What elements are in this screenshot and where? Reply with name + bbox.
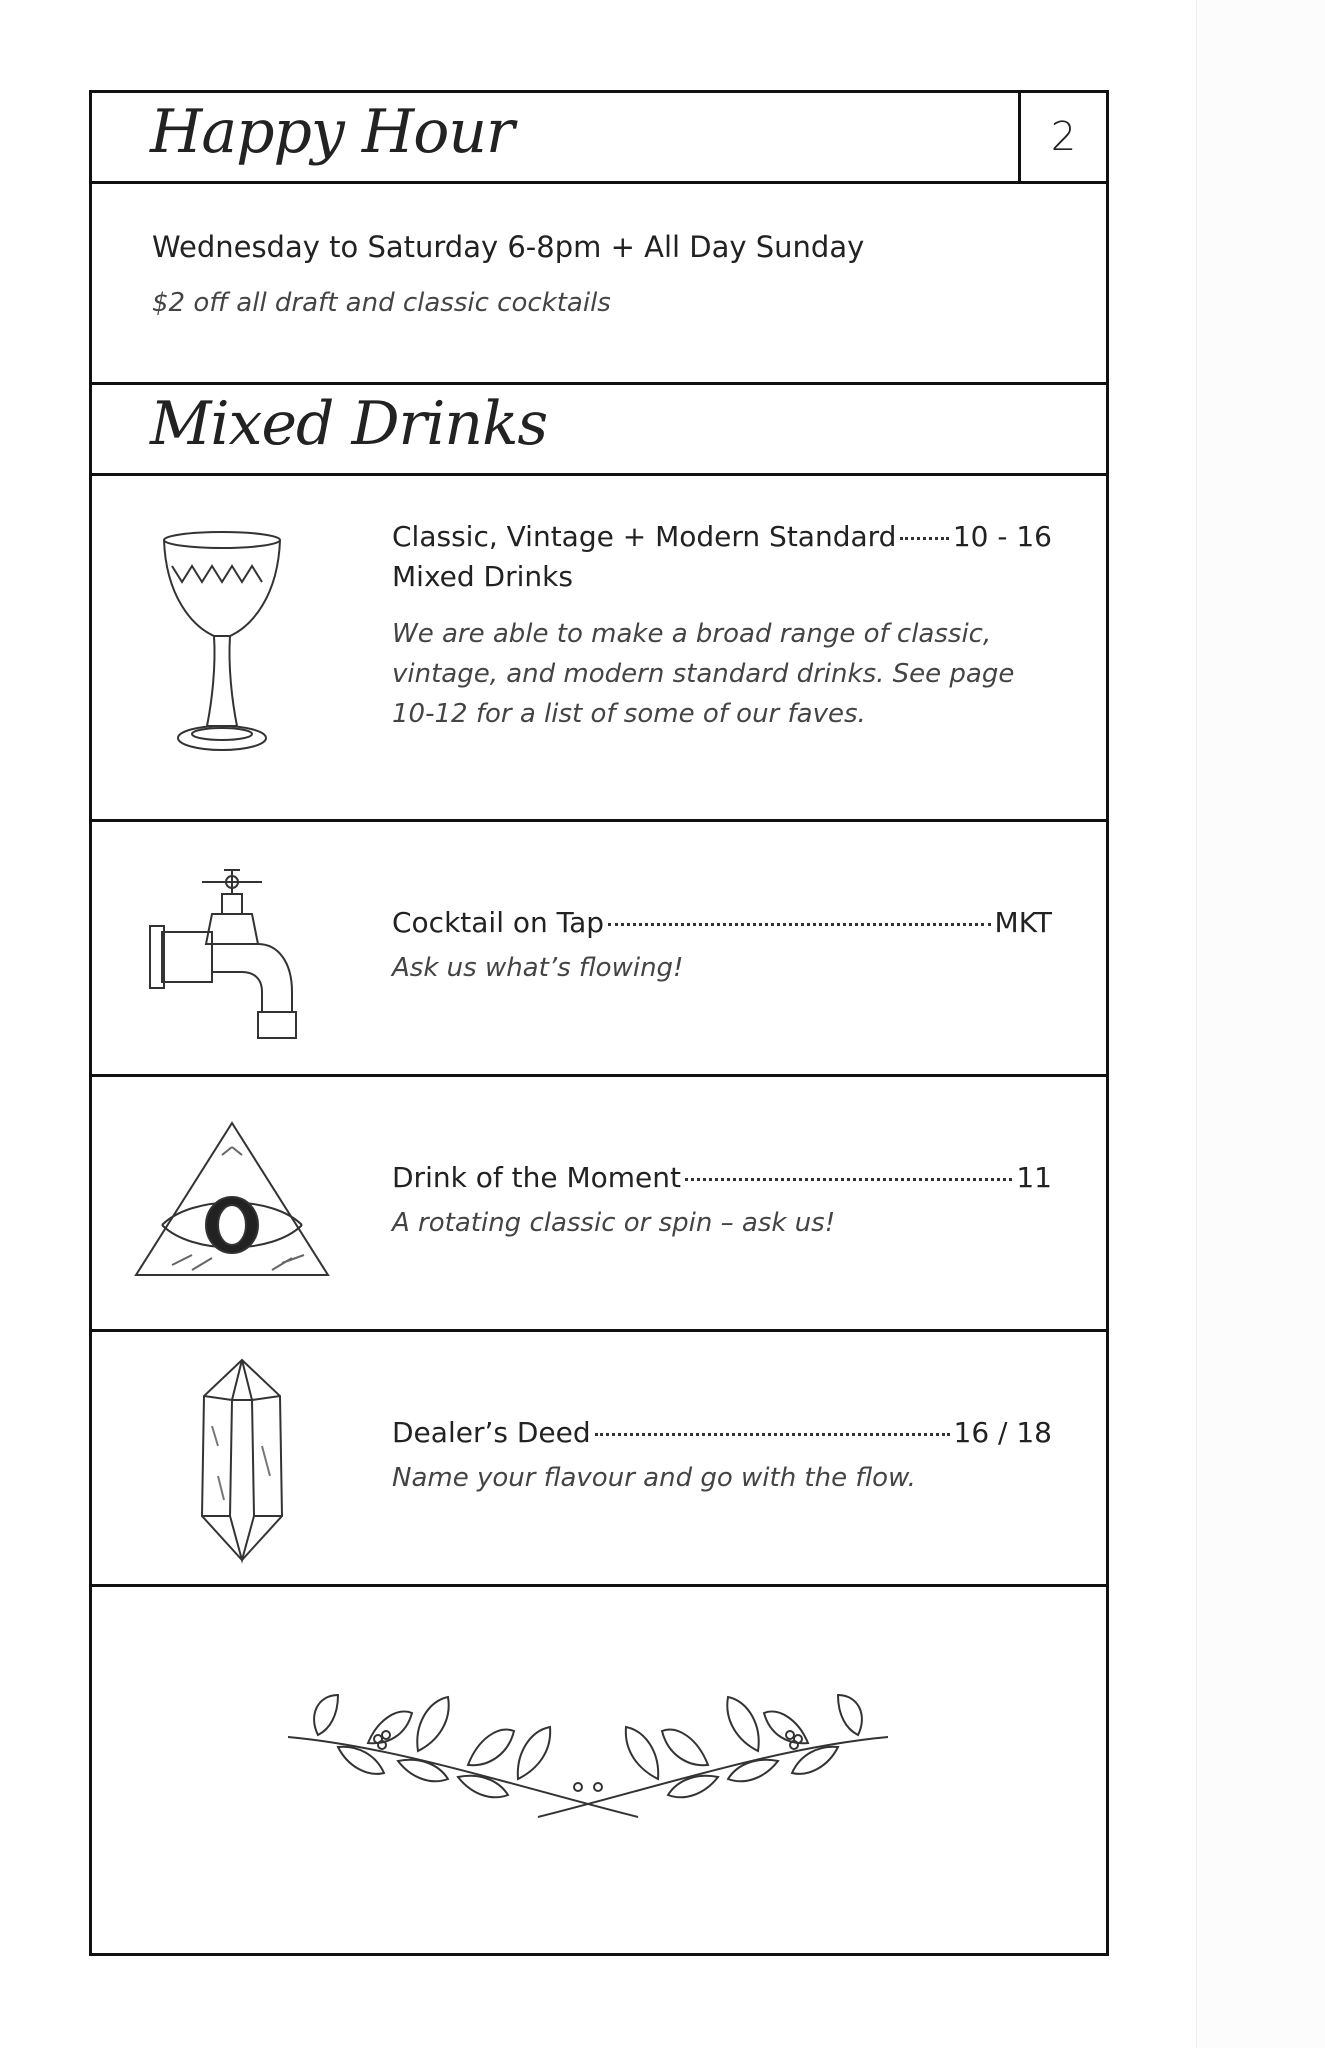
mixed-drinks-header bbox=[92, 385, 1106, 476]
dot-leader bbox=[608, 923, 990, 926]
menu-item bbox=[92, 476, 1106, 822]
menu-item bbox=[92, 1332, 1106, 1587]
decorative-panel bbox=[92, 1587, 1106, 1953]
happy-hour-schedule: Wednesday to Saturday 6-8pm + All Day Sunday bbox=[152, 230, 865, 264]
item-name: Classic, Vintage + Modern Standard bbox=[392, 520, 897, 553]
happy-hour-details bbox=[92, 184, 1106, 385]
item-price: MKT bbox=[994, 906, 1052, 939]
item-title-line bbox=[392, 906, 1052, 939]
item-name: Cocktail on Tap bbox=[392, 906, 605, 939]
menu-item bbox=[92, 822, 1106, 1077]
happy-hour-title: Happy Hour bbox=[150, 97, 514, 167]
eye-triangle-icon bbox=[132, 1115, 332, 1285]
happy-hour-offer: $2 off all draft and classic cocktails bbox=[152, 288, 611, 318]
page-number: 2 bbox=[1018, 93, 1106, 181]
item-description: Ask us what’s flowing! bbox=[392, 953, 684, 983]
happy-hour-header bbox=[92, 93, 1106, 184]
dot-leader bbox=[685, 1178, 1012, 1181]
faucet-icon bbox=[142, 862, 302, 1042]
menu-page bbox=[89, 90, 1109, 1956]
coupe-glass-icon bbox=[152, 526, 292, 766]
laurel-branch-icon bbox=[278, 1677, 898, 1827]
dot-leader bbox=[900, 537, 948, 540]
item-title-line bbox=[392, 1416, 1052, 1449]
page-margin bbox=[1196, 0, 1325, 2048]
item-price: 16 / 18 bbox=[953, 1416, 1052, 1449]
crystal-icon bbox=[192, 1356, 292, 1566]
item-description: We are able to make a broad range of classic, vintage, and modern standard drinks. See page 10-12 for a list of some of our faves. bbox=[392, 619, 1015, 729]
item-title-line bbox=[392, 1161, 1052, 1194]
item-name: Dealer’s Deed bbox=[392, 1416, 591, 1449]
item-name: Drink of the Moment bbox=[392, 1161, 681, 1194]
item-price: 10 - 16 bbox=[952, 520, 1052, 553]
item-price: 11 bbox=[1016, 1161, 1052, 1194]
mixed-drinks-title: Mixed Drinks bbox=[150, 389, 548, 459]
dot-leader bbox=[595, 1433, 950, 1436]
item-name-continued: Mixed Drinks bbox=[392, 560, 573, 593]
item-description: Name your flavour and go with the flow. bbox=[392, 1463, 916, 1493]
item-title-line bbox=[392, 520, 1052, 553]
menu-item bbox=[92, 1077, 1106, 1332]
item-description: A rotating classic or spin – ask us! bbox=[392, 1208, 836, 1238]
